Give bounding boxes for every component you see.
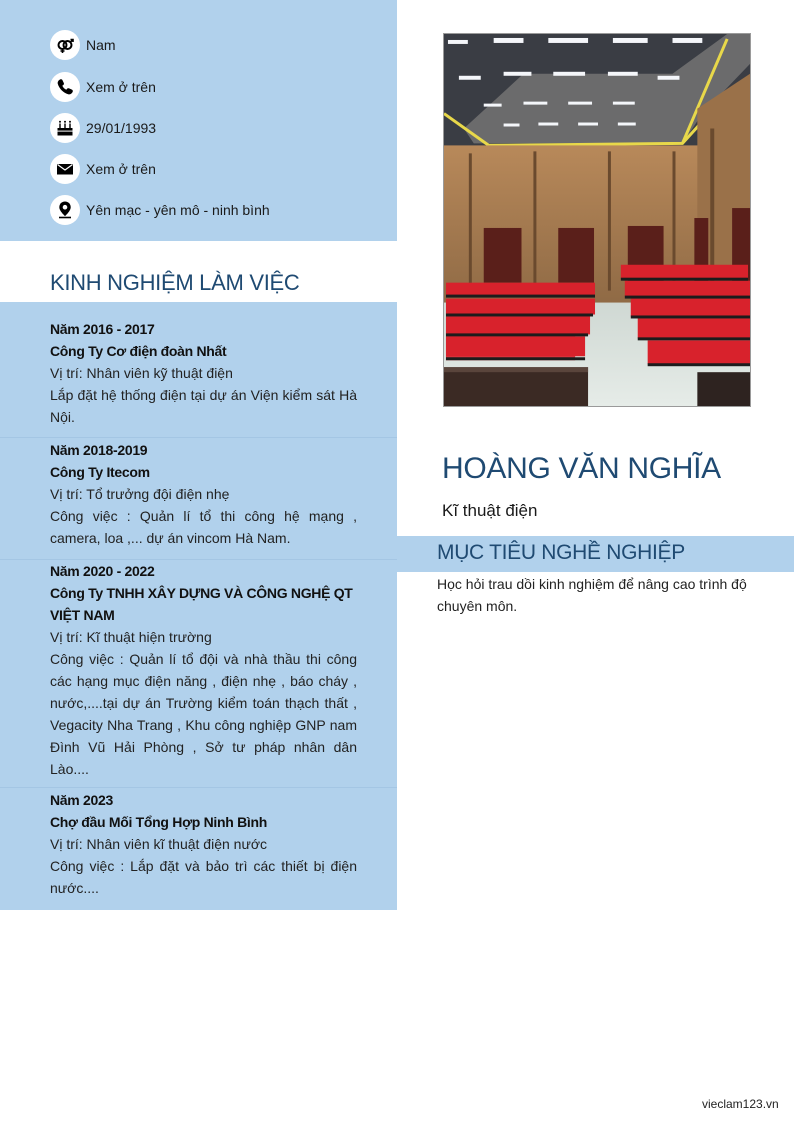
experience-item <box>50 439 357 549</box>
experience-detail: Vị trí: Tổ trưởng đội điện nhẹ <box>50 486 230 502</box>
experience-detail: Vị trí: Kĩ thuật hiện trường <box>50 629 212 645</box>
divider <box>0 437 397 438</box>
profile-photo <box>443 33 751 407</box>
experience-detail: Vị trí: Nhân viên kỹ thuật điện <box>50 365 233 381</box>
experience-detail: Công việc : Quản lí tổ đội và nhà thầu thi công các hạng mục điện năng , điện nhẹ , báo cháy , nước,....tại dự án Trường kiểm toán thạch thất , Vegacity Nha Trang , Khu công nghiệp GNP nam Đình Vũ Hải Phòng , Sở tư pháp nhân dân Lào.... <box>50 651 357 777</box>
contact-email <box>50 154 156 184</box>
experience-company: Công Ty TNHH XÂY DỰNG VÀ CÔNG NGHỆ QT VIỆT NAM <box>50 585 353 623</box>
experience-detail: Lắp đặt hệ thống điện tại dự án Viện kiểm sát Hà Nội. <box>50 387 357 425</box>
phone-text: Xem ở trên <box>86 79 156 95</box>
envelope-icon <box>50 154 80 184</box>
gender-icon <box>50 30 80 60</box>
experience-panel <box>0 302 397 910</box>
experience-year: Năm 2018-2019 <box>50 442 148 458</box>
divider <box>0 787 397 788</box>
experience-detail: Vị trí: Nhân viên kĩ thuật điện nước <box>50 836 267 852</box>
contact-address <box>50 195 270 225</box>
contact-gender <box>50 30 116 60</box>
contact-birthday <box>50 113 156 143</box>
experience-year: Năm 2023 <box>50 792 113 808</box>
experience-item <box>50 789 357 899</box>
birthday-cake-icon <box>50 113 80 143</box>
email-text: Xem ở trên <box>86 161 156 177</box>
experience-heading: KINH NGHIỆM LÀM VIỆC <box>50 270 300 295</box>
experience-year: Năm 2016 - 2017 <box>50 321 155 337</box>
experience-company: Công Ty Itecom <box>50 464 150 480</box>
experience-detail: Công việc : Quản lí tổ thi công hệ mạng , camera, loa ,... dự án vincom Hà Nam. <box>50 508 357 546</box>
experience-item <box>50 560 357 780</box>
footer-brand: vieclam123.vn <box>702 1097 779 1111</box>
experience-year: Năm 2020 - 2022 <box>50 563 155 579</box>
candidate-name: HOÀNG VĂN NGHĨA <box>442 452 721 485</box>
birthday-text: 29/01/1993 <box>86 120 157 136</box>
objective-heading: MỤC TIÊU NGHỀ NGHIỆP <box>437 541 685 564</box>
phone-icon <box>50 72 80 102</box>
experience-item <box>50 318 357 428</box>
experience-company: Chợ đầu Mối Tổng Hợp Ninh Bình <box>50 814 267 830</box>
location-pin-icon <box>50 195 80 225</box>
contact-phone <box>50 72 156 102</box>
objective-text: Học hỏi trau dồi kinh nghiệm để nâng cao trình độ chuyên môn. <box>437 576 747 614</box>
address-text: Yên mạc - yên mô - ninh bình <box>86 202 270 218</box>
experience-detail: Công việc : Lắp đặt và bảo trì các thiết bị điện nước.... <box>50 858 357 896</box>
contact-panel <box>0 0 397 241</box>
gender-text: Nam <box>86 37 116 53</box>
experience-company: Công Ty Cơ điện đoàn Nhất <box>50 343 227 359</box>
job-title: Kĩ thuật điện <box>442 501 538 520</box>
